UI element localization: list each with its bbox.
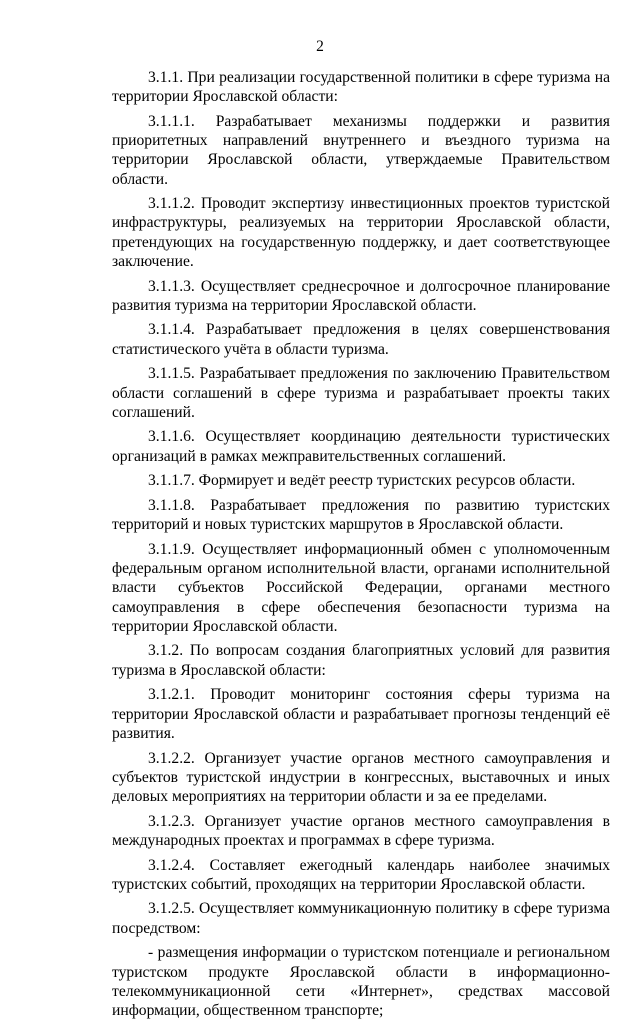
paragraph-3-1-2: 3.1.2. По вопросам создания благоприятных условий для развития туризма в Ярославской области: [112,642,610,679]
paragraph-3-1-2-2: 3.1.2.2. Организует участие органов местного самоуправления и субъектов туристской индустрии в конгрессных, выставочных и иных деловых мероприятиях на территории области и за ее пределами. [112,749,610,805]
document-body [112,68,610,1026]
paragraph-3-1-1-9: 3.1.1.9. Осуществляет информационный обмен с уполномоченным федеральным органом исполнительной власти, органами исполнительной власти субъектов Российской Федерации, органами местного самоуправления в сфере обеспечения безопасности туризма на территории Ярославской области. [112,540,610,635]
paragraph-3-1-1-5: 3.1.1.5. Разрабатывает предложения по заключению Правительством области соглашений в сфере туризма и разрабатывает проекты таких соглашений. [112,365,610,421]
paragraph-list-item: - размещения информации о туристском потенциале и региональном туристском продукте Ярославской области в информационно-телекоммуникационной сети «Интернет», средствах массовой информации, общественном транспорте; [112,944,610,1019]
paragraph-3-1-2-5: 3.1.2.5. Осуществляет коммуникационную политику в сфере туризма посредством: [112,900,610,937]
paragraph-3-1-1-2: 3.1.1.2. Проводит экспертизу инвестиционных проектов туристской инфраструктуры, реализуемых на территории Ярославской области, претендующих на государственную поддержку, и дает соответствующее заключение. [112,195,610,270]
paragraph-3-1-2-1: 3.1.2.1. Проводит мониторинг состояния сферы туризма на территории Ярославской области и разрабатывает прогнозы тенденций её развития. [112,686,610,742]
paragraph-3-1-2-3: 3.1.2.3. Организует участие органов местного самоуправления в международных проектах и программах в сфере туризма. [112,812,610,849]
paragraph-3-1-1-1: 3.1.1.1. Разрабатывает механизмы поддержки и развития приоритетных направлений внутреннего и въездного туризма на территории Ярославской области, утверждаемые Правительством области. [112,112,610,188]
paragraph-3-1-1-7: 3.1.1.7. Формирует и ведёт реестр туристских ресурсов области. [148,472,576,490]
page-number: 2 [316,38,324,55]
paragraph-3-1-1-6: 3.1.1.6. Осуществляет координацию деятельности туристических организаций в рамках межправительственных соглашений. [112,428,610,465]
paragraph-3-1-1-4: 3.1.1.4. Разрабатывает предложения в целях совершенствования статистического учёта в области туризма. [112,321,610,358]
paragraph-3-1-1: 3.1.1. При реализации государственной политики в сфере туризма на территории Ярославской области: [112,69,610,106]
paragraph-3-1-1-3: 3.1.1.3. Осуществляет среднесрочное и долгосрочное планирование развития туризма на территории Ярославской области. [112,277,610,314]
paragraph-3-1-1-8: 3.1.1.8. Разрабатывает предложения по развитию туристских территорий и новых туристских маршрутов в Ярославской области. [112,497,610,534]
paragraph-3-1-2-4: 3.1.2.4. Составляет ежегодный календарь наиболее значимых туристских событий, проходящих на территории Ярославской области. [112,856,610,893]
